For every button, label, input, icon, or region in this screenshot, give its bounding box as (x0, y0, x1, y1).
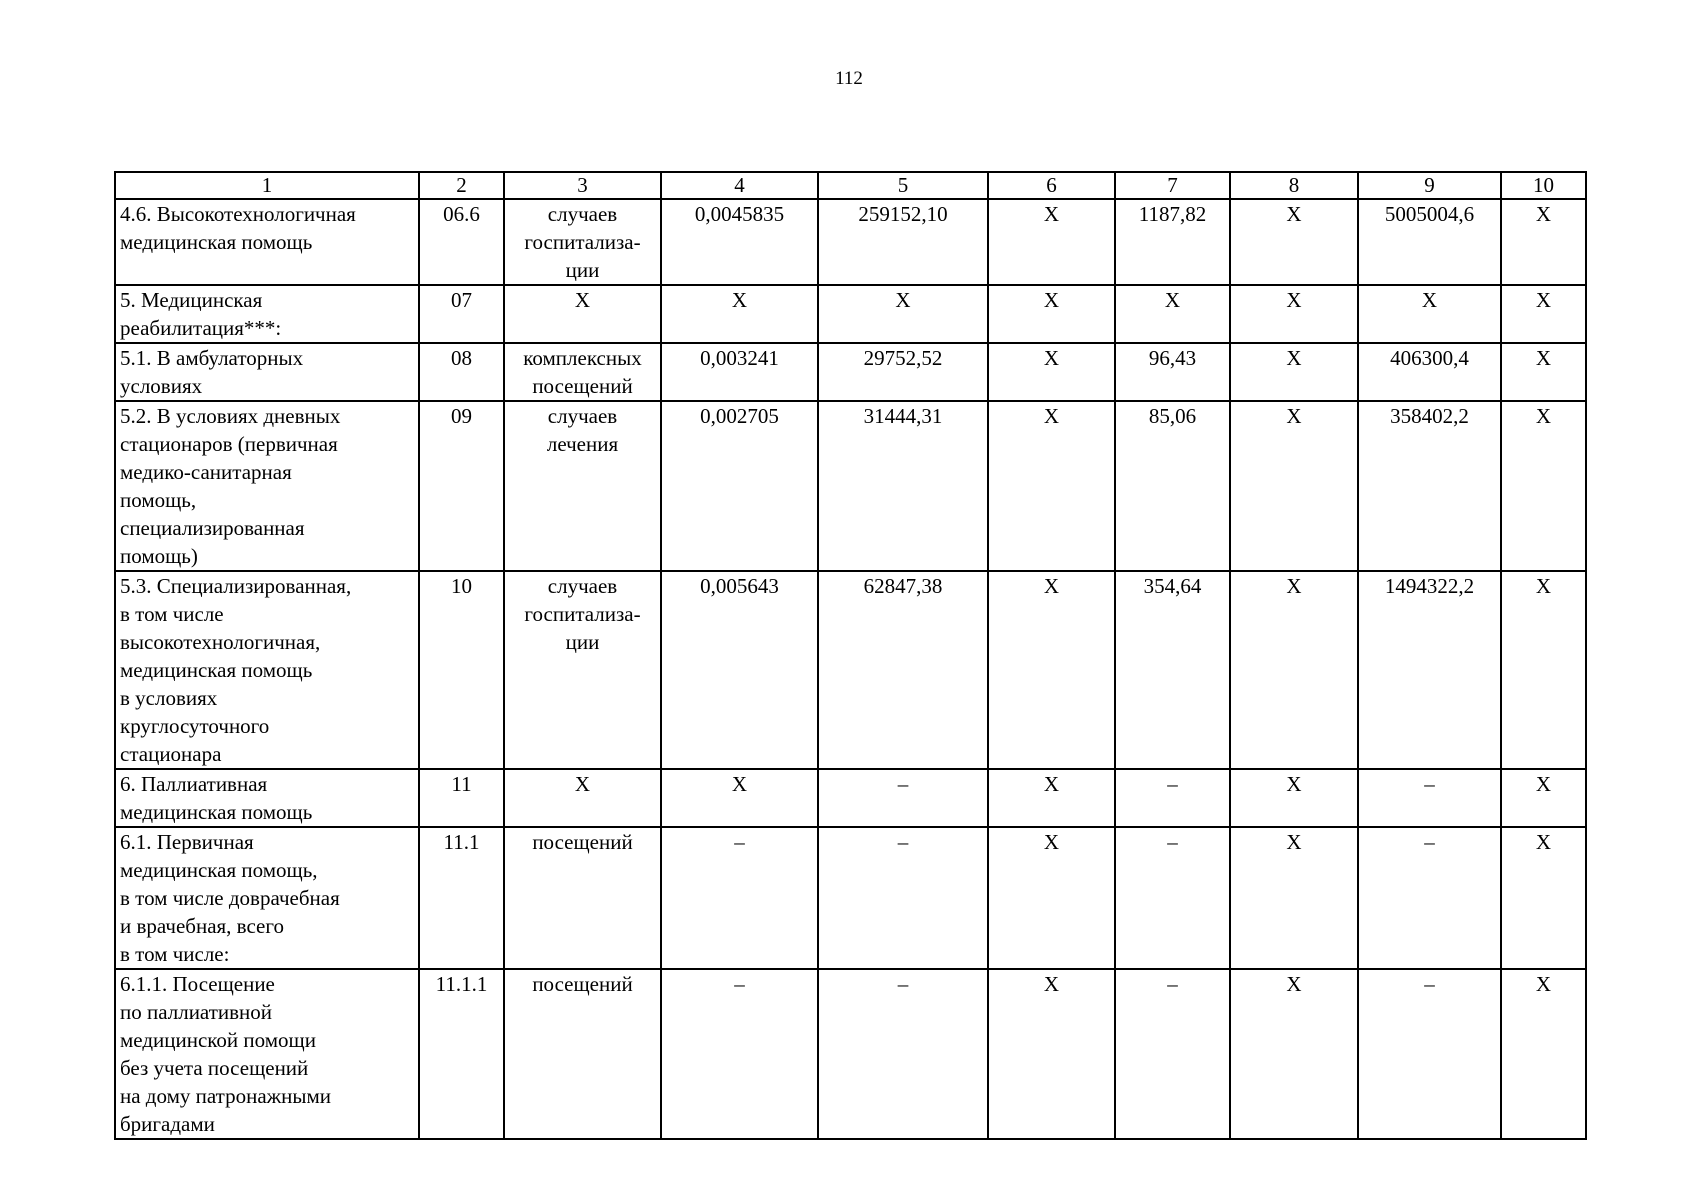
table-cell: Х (1230, 401, 1358, 571)
table-header-row (115, 172, 1586, 199)
table-cell: Х (1230, 199, 1358, 285)
table-cell: Х (1501, 199, 1586, 285)
table-cell: Х (1230, 827, 1358, 969)
table-cell: 08 (419, 343, 504, 401)
table-cell: Х (1501, 285, 1586, 343)
table-cell: Х (988, 827, 1115, 969)
table-cell: комплексных посещений (504, 343, 661, 401)
table-row (115, 285, 1586, 343)
table-cell: – (661, 827, 818, 969)
table-cell: Х (1230, 285, 1358, 343)
table-cell: 354,64 (1115, 571, 1230, 769)
data-table (114, 171, 1587, 1140)
table-row (115, 969, 1586, 1139)
table-cell: 11.1 (419, 827, 504, 969)
column-number-7: 7 (1115, 172, 1230, 199)
table-cell: Х (661, 285, 818, 343)
table-cell: 5005004,6 (1358, 199, 1501, 285)
table-cell: случаев госпитализа- ции (504, 571, 661, 769)
table-cell: 0,0045835 (661, 199, 818, 285)
table-cell: 11 (419, 769, 504, 827)
table-cell: Х (1230, 969, 1358, 1139)
table-cell: 1187,82 (1115, 199, 1230, 285)
table-cell: Х (1358, 285, 1501, 343)
table-cell: Х (988, 769, 1115, 827)
table-cell: Х (1230, 343, 1358, 401)
row-label-cell: 5.2. В условиях дневных стационаров (первичная медико-санитарная помощь, специализированная помощь) (115, 401, 419, 571)
table-row (115, 343, 1586, 401)
column-number-6: 6 (988, 172, 1115, 199)
table-cell: – (818, 969, 988, 1139)
table-cell: Х (988, 969, 1115, 1139)
table-cell: 06.6 (419, 199, 504, 285)
table-cell: 259152,10 (818, 199, 988, 285)
row-label-cell: 6. Паллиативная медицинская помощь (115, 769, 419, 827)
table-row (115, 827, 1586, 969)
table-cell: – (818, 827, 988, 969)
table-cell: Х (661, 769, 818, 827)
column-number-3: 3 (504, 172, 661, 199)
table-cell: 0,005643 (661, 571, 818, 769)
table-cell: Х (1501, 969, 1586, 1139)
table-cell: Х (504, 285, 661, 343)
table-cell: случаев лечения (504, 401, 661, 571)
table-body (115, 172, 1586, 1139)
page-number: 112 (835, 68, 863, 89)
table-cell: Х (988, 401, 1115, 571)
column-number-1: 1 (115, 172, 419, 199)
row-label-cell: 5. Медицинская реабилитация***: (115, 285, 419, 343)
table-cell: Х (1230, 571, 1358, 769)
table-cell: Х (1501, 401, 1586, 571)
table-cell: 09 (419, 401, 504, 571)
table-cell: посещений (504, 969, 661, 1139)
table-cell: 85,06 (1115, 401, 1230, 571)
table-cell: – (1115, 769, 1230, 827)
table-cell: посещений (504, 827, 661, 969)
row-label-cell: 4.6. Высокотехнологичная медицинская помощь (115, 199, 419, 285)
table-cell: 31444,31 (818, 401, 988, 571)
row-label-cell: 5.3. Специализированная, в том числе высокотехнологичная, медицинская помощь в условиях круглосуточного стационара (115, 571, 419, 769)
table-cell: Х (988, 571, 1115, 769)
table-row (115, 769, 1586, 827)
table-cell: Х (1501, 827, 1586, 969)
table-cell: Х (1501, 571, 1586, 769)
table-cell: случаев госпитализа- ции (504, 199, 661, 285)
column-number-8: 8 (1230, 172, 1358, 199)
column-number-4: 4 (661, 172, 818, 199)
table-cell: Х (1230, 769, 1358, 827)
table-cell: – (1115, 969, 1230, 1139)
table-cell: 96,43 (1115, 343, 1230, 401)
table-cell: – (1115, 827, 1230, 969)
column-number-9: 9 (1358, 172, 1501, 199)
table-cell: 406300,4 (1358, 343, 1501, 401)
column-number-2: 2 (419, 172, 504, 199)
table-cell: 62847,38 (818, 571, 988, 769)
table-cell: 11.1.1 (419, 969, 504, 1139)
row-label-cell: 5.1. В амбулаторных условиях (115, 343, 419, 401)
table-cell: Х (988, 199, 1115, 285)
table-cell: – (1358, 827, 1501, 969)
table-cell: 07 (419, 285, 504, 343)
row-label-cell: 6.1.1. Посещение по паллиативной медицинской помощи без учета посещений на дому патронажными бригадами (115, 969, 419, 1139)
table-cell: Х (1501, 343, 1586, 401)
table-cell: 29752,52 (818, 343, 988, 401)
table-row (115, 571, 1586, 769)
table-cell: – (661, 969, 818, 1139)
table-cell: Х (1501, 769, 1586, 827)
table-cell: Х (1115, 285, 1230, 343)
table-cell: Х (988, 285, 1115, 343)
table-cell: – (1358, 769, 1501, 827)
column-number-10: 10 (1501, 172, 1586, 199)
table-cell: – (818, 769, 988, 827)
table-cell: 0,003241 (661, 343, 818, 401)
table-row (115, 401, 1586, 571)
table-cell: 1494322,2 (1358, 571, 1501, 769)
row-label-cell: 6.1. Первичная медицинская помощь, в том числе доврачебная и врачебная, всего в том числе: (115, 827, 419, 969)
table-row (115, 199, 1586, 285)
table-cell: 358402,2 (1358, 401, 1501, 571)
column-number-5: 5 (818, 172, 988, 199)
table-cell: Х (988, 343, 1115, 401)
table-cell: 0,002705 (661, 401, 818, 571)
table-cell: – (1358, 969, 1501, 1139)
table-cell: Х (818, 285, 988, 343)
table-cell: 10 (419, 571, 504, 769)
table-cell: Х (504, 769, 661, 827)
